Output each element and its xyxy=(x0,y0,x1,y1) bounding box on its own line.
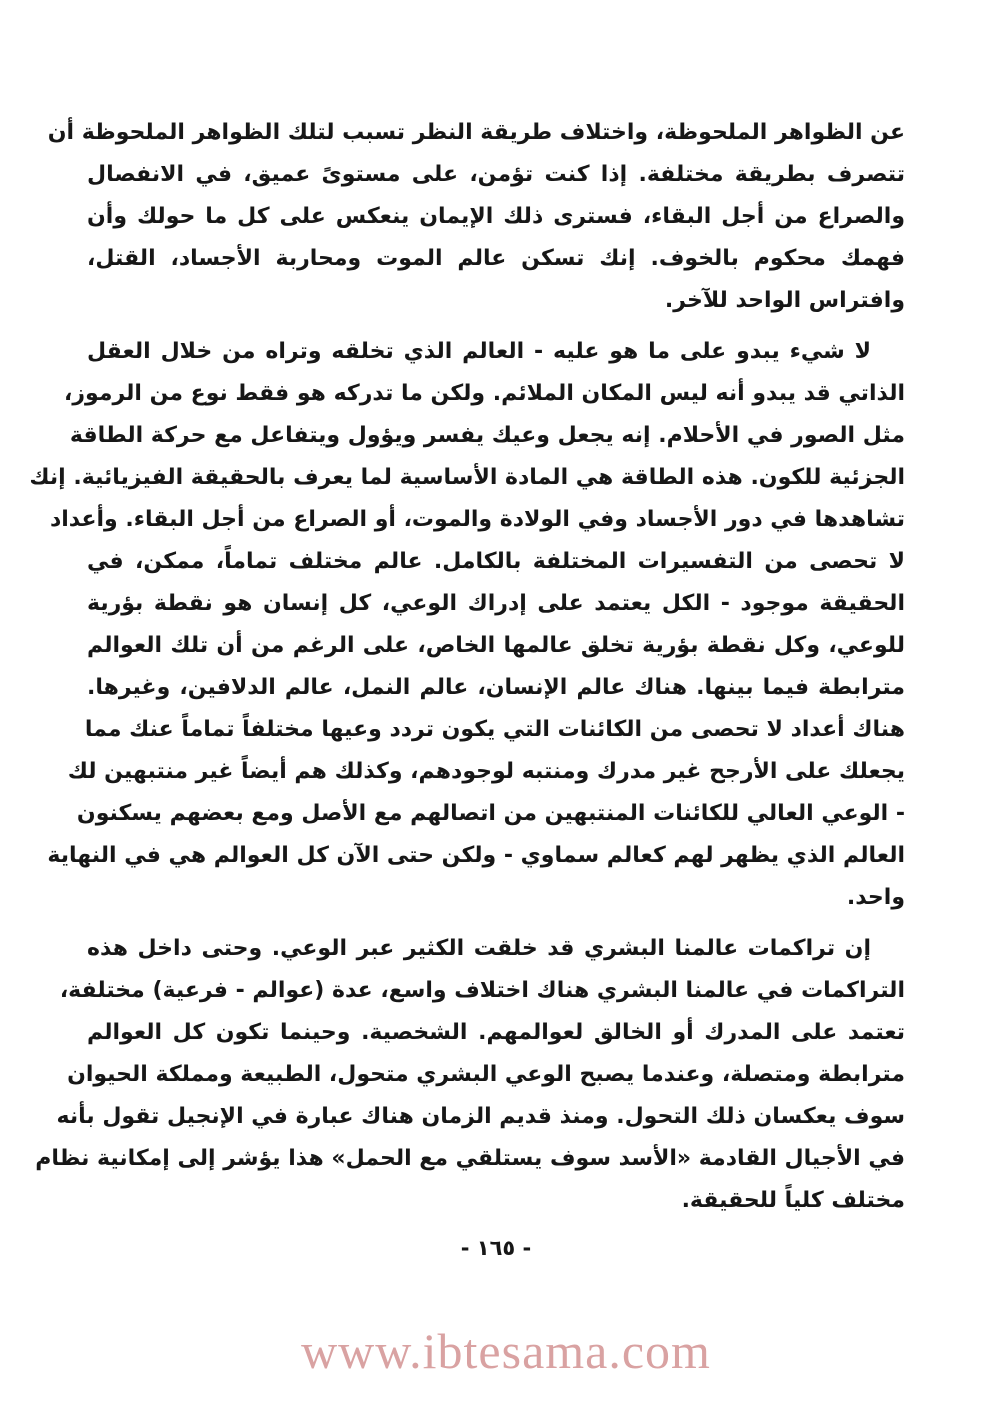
text-line: وافتراس الواحد للآخر. xyxy=(664,288,905,313)
text-line: الحقيقة موجود - الكل يعتمد على إدراك الوعي، كل إنسان هو نقطة بؤرية xyxy=(87,591,905,616)
text-line: هناك أعداد لا تحصى من الكائنات التي يكون تردد وعيها مختلفاً تماماً عنك مما xyxy=(84,717,905,742)
text-line: مترابطة فيما بينها. هناك عالم الإنسان، عالم النمل، عالم الدلافين، وغيرها. xyxy=(87,675,905,700)
text-line: مترابطة ومتصلة، وعندما يصبح الوعي البشري متحول، الطبيعة ومملكة الحيوان xyxy=(67,1062,905,1087)
text-line: تعتمد على المدرك أو الخالق لعوالمهم. الشخصية. وحينما تكون كل العوالم xyxy=(87,1020,905,1045)
text-line: الجزئية للكون. هذه الطاقة هي المادة الأساسية لما يعرف بالحقيقة الفيزيائية. إنك xyxy=(29,465,905,490)
text-line: للوعي، وكل نقطة بؤرية تخلق عالمها الخاص، على الرغم من أن تلك العوالم xyxy=(87,633,905,658)
text-line: في الأجيال القادمة «الأسد سوف يستلقي مع الحمل» هذا يؤشر إلى إمكانية نظام xyxy=(35,1146,905,1171)
page-text-block xyxy=(29,112,905,1222)
text-line: يجعلك على الأرجح غير مدرك ومنتبه لوجودهم، وكذلك هم أيضاً غير منتبهين لك xyxy=(67,759,905,784)
text-line: - الوعي العالي للكائنات المنتبهين من اتصالهم مع الأصل ومع بعضهم يسكنون xyxy=(76,801,905,826)
text-line: عن الظواهر الملحوظة، واختلاف طريقة النظر تسبب لتلك الظواهر الملحوظة أن xyxy=(47,120,905,145)
text-line: مختلف كلياً للحقيقة. xyxy=(681,1188,905,1213)
text-line: تشاهدها في دور الأجساد وفي الولادة والموت، أو الصراع من أجل البقاء. وأعداد xyxy=(49,507,905,532)
paragraph xyxy=(29,331,905,919)
watermark-text: www.ibtesama.com xyxy=(301,1323,711,1379)
text-line: إن تراكمات عالمنا البشري قد خلقت الكثير عبر الوعي. وحتى داخل هذه xyxy=(87,936,871,961)
text-line: والصراع من أجل البقاء، فسترى ذلك الإيمان ينعكس على كل ما حولك وأن xyxy=(87,204,905,229)
text-line: لا شيء يبدو على ما هو عليه - العالم الذي تخلقه وتراه من خلال العقل xyxy=(87,339,871,364)
text-line: التراكمات في عالمنا البشري هناك اختلاف واسع، عدة (عوالم - فرعية) مختلفة، xyxy=(59,978,905,1003)
text-line: الذاتي قد يبدو أنه ليس المكان الملائم. ولكن ما تدركه هو فقط نوع من الرموز، xyxy=(64,381,905,406)
paragraph xyxy=(47,112,905,322)
text-line: سوف يعكسان ذلك التحول. ومنذ قديم الزمان هناك عبارة في الإنجيل تقول بأنه xyxy=(56,1104,905,1129)
text-line: مثل الصور في الأحلام. إنه يجعل وعيك يفسر ويؤول ويتفاعل مع حركة الطاقة xyxy=(69,423,905,448)
text-line: تتصرف بطريقة مختلفة. إذا كنت تؤمن، على مستوىً عميق، في الانفصال xyxy=(87,162,905,187)
text-line: فهمك محكوم بالخوف. إنك تسكن عالم الموت ومحاربة الأجساد، القتل، xyxy=(87,246,905,271)
page-number: - ١٦٥ - xyxy=(460,1236,532,1260)
text-line: العالم الذي يظهر لهم كعالم سماوي - ولكن حتى الآن كل العوالم هي في النهاية xyxy=(47,843,905,868)
text-line: واحد. xyxy=(846,885,905,910)
paragraph xyxy=(35,928,905,1222)
text-line: لا تحصى من التفسيرات المختلفة بالكامل. عالم مختلف تماماً، ممكن، في xyxy=(87,549,905,574)
